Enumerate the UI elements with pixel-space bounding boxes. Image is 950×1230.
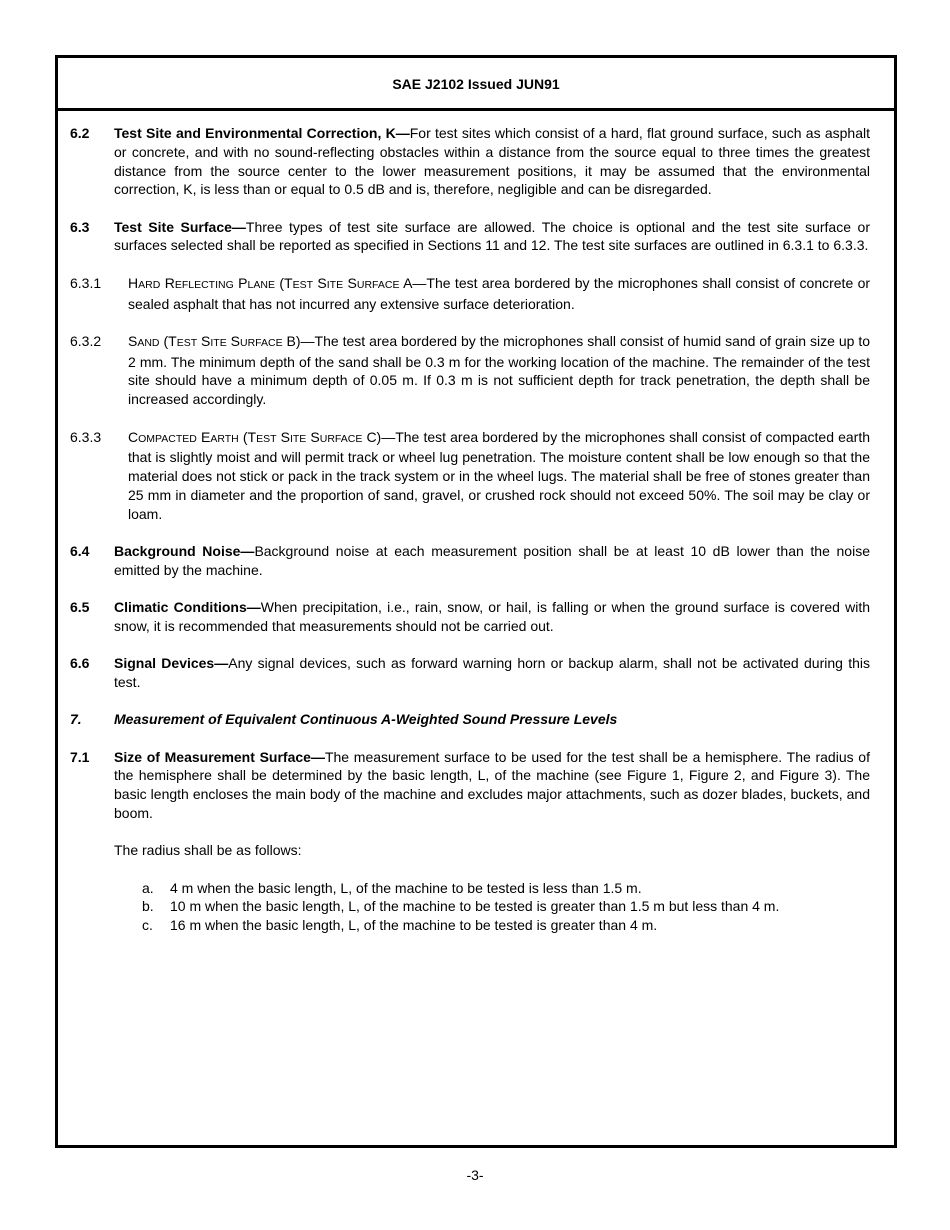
page-header: [58, 58, 894, 111]
section-number: 6.3.2: [70, 332, 102, 349]
section-6-4: [70, 542, 870, 580]
section-6-3-1: [70, 274, 870, 314]
list-item: [114, 879, 870, 898]
section-number: 6.6: [70, 655, 90, 672]
list-item: [114, 897, 870, 916]
section-number: 6.4: [70, 543, 90, 560]
section-text: The measurement surface to be used for the test shall be a hemisphere. The radius of the hemisphere shall be determined by the basic length, L, of the machine (see Figure 1, Figure 2, and Figure 3). The basic length encloses the main body of the machine and excludes major attachments, such as dozer blades, buckets, and boom.: [114, 748, 870, 822]
section-7-heading: [70, 710, 870, 729]
section-text: The test area bordered by the microphones shall consist of compacted earth that is slightly moist and will permit track or wheel lug penetration. The moisture content shall be low enough so that the material does not stick or pack in the track system or in the wheel lugs. The material shall be free of stones greater than 25 mm in diameter and the proportion of sand, gravel, or crushed rock should not exceed 50%. The soil may be clay or loam.: [128, 428, 870, 522]
section-text: For test sites which consist of a hard, flat ground surface, such as asphalt or concrete, and with no sound-reflecting obstacles within a distance from the source equal to three times the greatest distance from the source center to the lower measurement positions, it may be assumed that the environmental correction, K, is less than or equal to 0.5 dB and is, therefore, negligible and can be disregarded.: [114, 125, 870, 198]
section-6-3-3: [70, 428, 870, 524]
section-7-1: [70, 748, 870, 823]
section-title: Size of Measurement Surface—: [114, 748, 325, 765]
section-title: Test Site and Environmental Correction, K—: [114, 125, 410, 141]
section-text: The test area bordered by the microphones shall consist of humid sand of grain size up to 2 mm. The minimum depth of the sand shall be 0.3 m for the working location of the machine. The remainder of the test site should have a minimum depth of 0.05 m. If 0.3 m is not sufficient depth for track penetration, the depth shall be increased accordingly.: [128, 332, 871, 408]
section-heading: HARD REFLECTING PLANE (TEST SITE SURFACE A—: [128, 274, 427, 291]
section-number: 6.3.1: [70, 274, 102, 291]
section-text: The test area bordered by the microphones shall consist of concrete or sealed asphalt that has not incurred any extensive surface deterioration.: [128, 274, 871, 312]
section-number: 6.3.3: [70, 428, 102, 445]
section-6-6: [70, 654, 870, 692]
document-body: [70, 124, 870, 935]
list-text: 10 m when the basic length, L, of the machine to be tested is greater than 1.5 m but less than 4 m.: [170, 898, 780, 915]
section-title: Climatic Conditions—: [114, 599, 261, 616]
section-number: 6.5: [70, 599, 90, 616]
list-item: [114, 916, 870, 935]
radius-list: [70, 879, 870, 935]
list-text: 4 m when the basic length, L, of the machine to be tested is less than 1.5 m.: [170, 879, 642, 896]
section-title: Test Site Surface—: [114, 218, 246, 235]
page-frame: [55, 55, 897, 1148]
radius-intro: The radius shall be as follows:: [114, 842, 302, 859]
section-6-2: [70, 124, 870, 199]
section-text: When precipitation, i.e., rain, snow, or hail, is falling or when the ground surface is covered with snow, it is recommended that measurements should not be carried out.: [114, 599, 870, 634]
section-title: Measurement of Equivalent Continuous A-Weighted Sound Pressure Levels: [114, 711, 618, 728]
section-text: Background noise at each measurement position shall be at least 10 dB lower than the noise emitted by the machine.: [114, 543, 870, 578]
section-6-3: [70, 218, 870, 256]
list-text: 16 m when the basic length, L, of the machine to be tested is greater than 4 m.: [170, 917, 658, 934]
section-heading: SAND (TEST SITE SURFACE B)—: [128, 332, 315, 349]
section-number: 7.1: [70, 748, 90, 765]
page-number: -3-: [466, 1167, 484, 1183]
section-number: 6.3: [70, 218, 90, 235]
section-text: Any signal devices, such as forward warning horn or backup alarm, shall not be activated during this test.: [114, 655, 870, 691]
section-heading: COMPACTED EARTH (TEST SITE SURFACE C)—: [128, 428, 396, 445]
section-title: Background Noise—: [114, 543, 255, 560]
section-number: 6.2: [70, 125, 90, 141]
list-marker: c.: [142, 917, 153, 934]
section-text: Three types of test site surface are allowed. The choice is optional and the test site surface or surfaces selected shall be reported as specified in Sections 11 and 12. The test site surfaces are outlined in 6.3.1 to 6.3.3.: [114, 218, 871, 254]
list-marker: b.: [142, 898, 154, 915]
section-number: 7.: [70, 711, 82, 728]
document-title: SAE J2102 Issued JUN91: [392, 76, 560, 92]
section-6-5: [70, 598, 870, 636]
section-6-3-2: [70, 332, 870, 409]
list-marker: a.: [142, 879, 154, 896]
section-title: Signal Devices—: [114, 655, 229, 672]
